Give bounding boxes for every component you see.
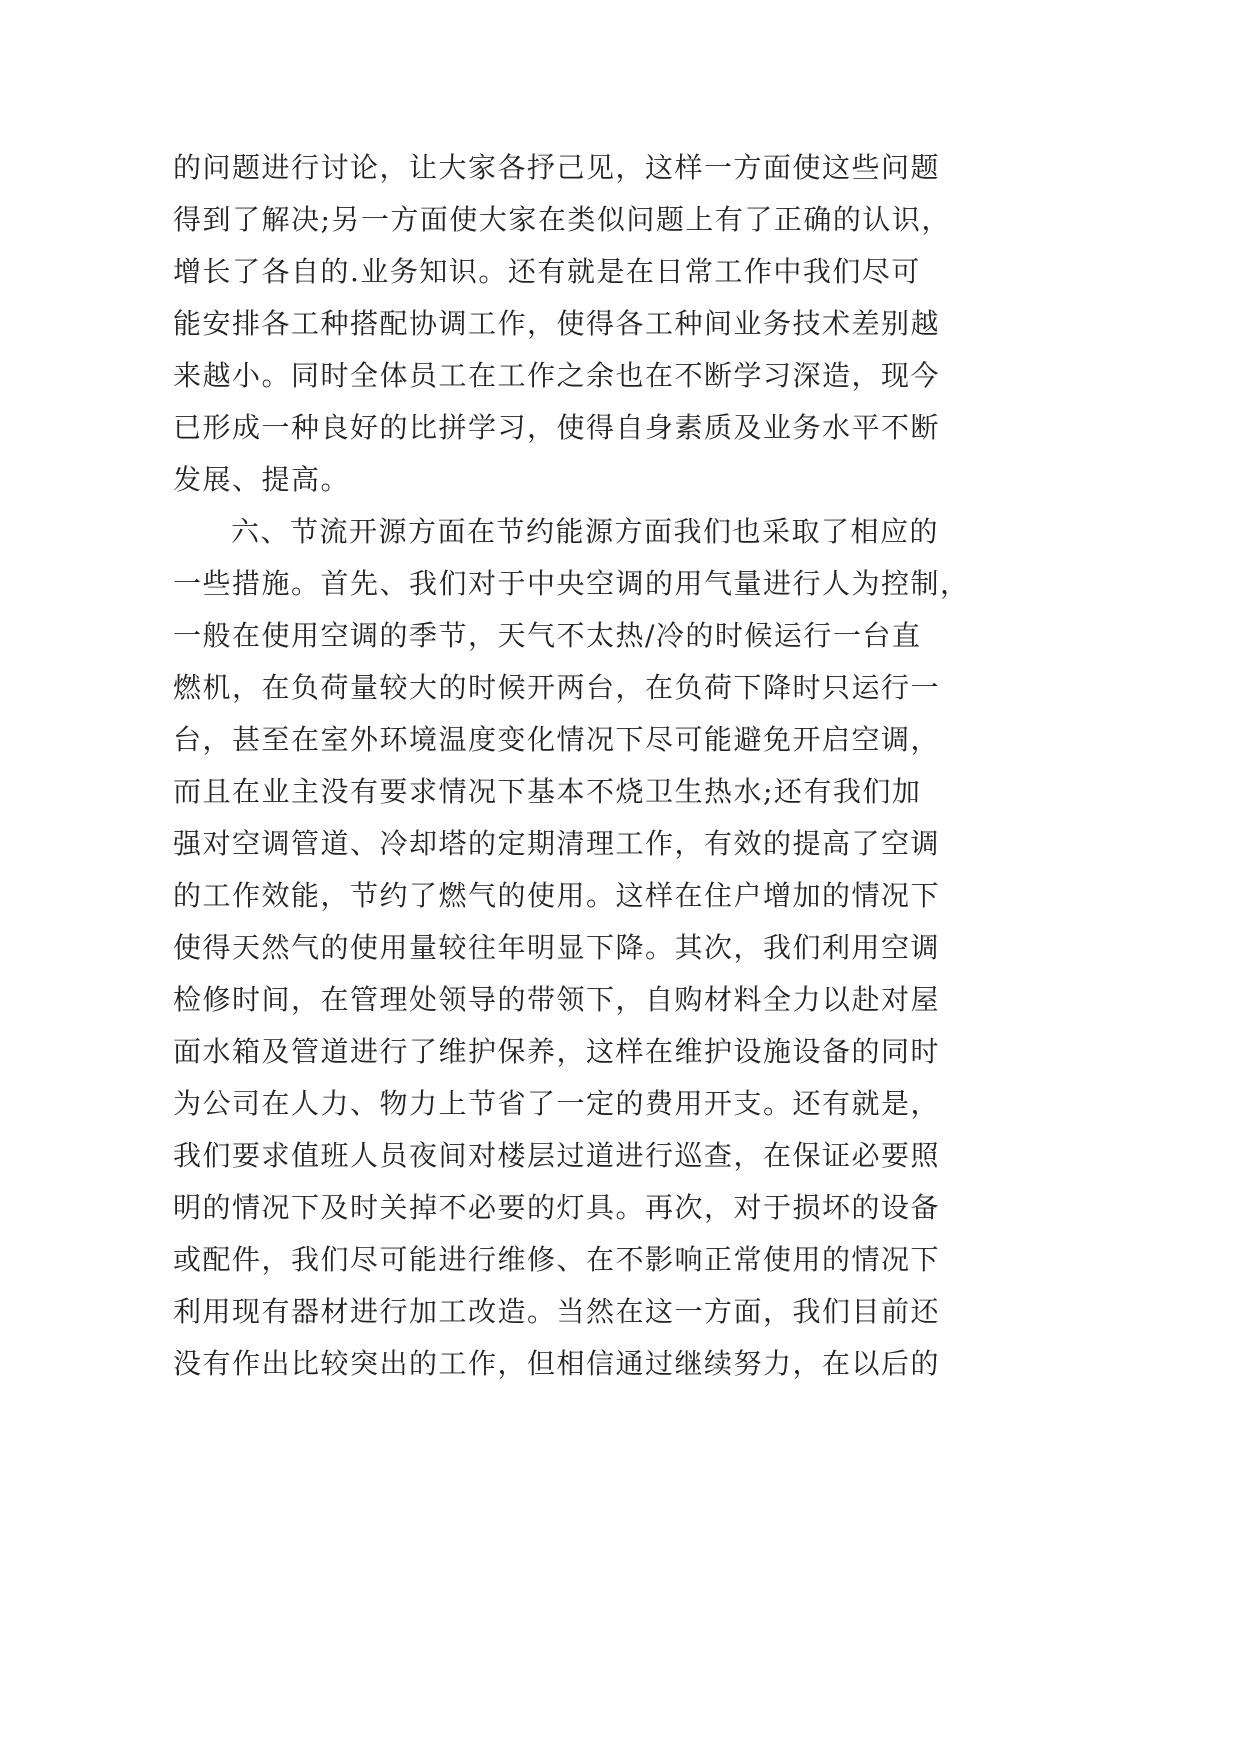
text-line: 发展、提高。 — [173, 463, 351, 496]
text-line: 已形成一种良好的比拼学习，使得自身素质及业务水平不断 — [173, 411, 941, 444]
text-line: 为公司在人力、物力上节省了一定的费用开支。还有就是， — [173, 1087, 941, 1120]
text-line: 的问题进行讨论，让大家各抒己见，这样一方面使这些问题 — [173, 151, 941, 184]
text-line: 没有作出比较突出的工作，但相信通过继续努力，在以后的 — [173, 1347, 941, 1380]
text-line: 检修时间，在管理处领导的带领下，自购材料全力以赴对屋 — [173, 983, 941, 1016]
text-line: 明的情况下及时关掉不必要的灯具。再次，对于损坏的设备 — [173, 1191, 941, 1224]
text-line: 台，甚至在室外环境温度变化情况下尽可能避免开启空调， — [173, 723, 941, 756]
text-line: 燃机，在负荷量较大的时候开两台，在负荷下降时只运行一 — [173, 671, 941, 704]
text-line: 来越小。同时全体员工在工作之余也在不断学习深造，现今 — [173, 359, 941, 392]
text-line: 利用现有器材进行加工改造。当然在这一方面，我们目前还 — [173, 1295, 941, 1328]
text-line: 面水箱及管道进行了维护保养，这样在维护设施设备的同时 — [173, 1035, 941, 1068]
paragraph-section-six — [173, 506, 973, 1390]
text-line: 我们要求值班人员夜间对楼层过道进行巡查，在保证必要照 — [173, 1139, 941, 1172]
text-line: 的工作效能，节约了燃气的使用。这样在住户增加的情况下 — [173, 879, 941, 912]
paragraph-continuation — [173, 142, 973, 506]
document-body — [173, 142, 973, 1390]
text-line: 能安排各工种搭配协调工作，使得各工种间业务技术差别越 — [173, 307, 941, 340]
text-line: 使得天然气的使用量较往年明显下降。其次，我们利用空调 — [173, 931, 941, 964]
text-line: 一些措施。首先、我们对于中央空调的用气量进行人为控制， — [173, 567, 970, 600]
text-line: 而且在业主没有要求情况下基本不烧卫生热水;还有我们加 — [173, 775, 922, 808]
text-line: 一般在使用空调的季节，天气不太热/冷的时候运行一台直 — [173, 619, 922, 652]
text-line: 强对空调管道、冷却塔的定期清理工作，有效的提高了空调 — [173, 827, 941, 860]
text-line: 或配件，我们尽可能进行维修、在不影响正常使用的情况下 — [173, 1243, 941, 1276]
text-line: 增长了各自的.业务知识。还有就是在日常工作中我们尽可 — [173, 255, 921, 288]
section-heading-line: 六、节流开源方面在节约能源方面我们也采取了相应的 — [231, 515, 940, 548]
text-line: 得到了解决;另一方面使大家在类似问题上有了正确的认识， — [173, 203, 951, 236]
